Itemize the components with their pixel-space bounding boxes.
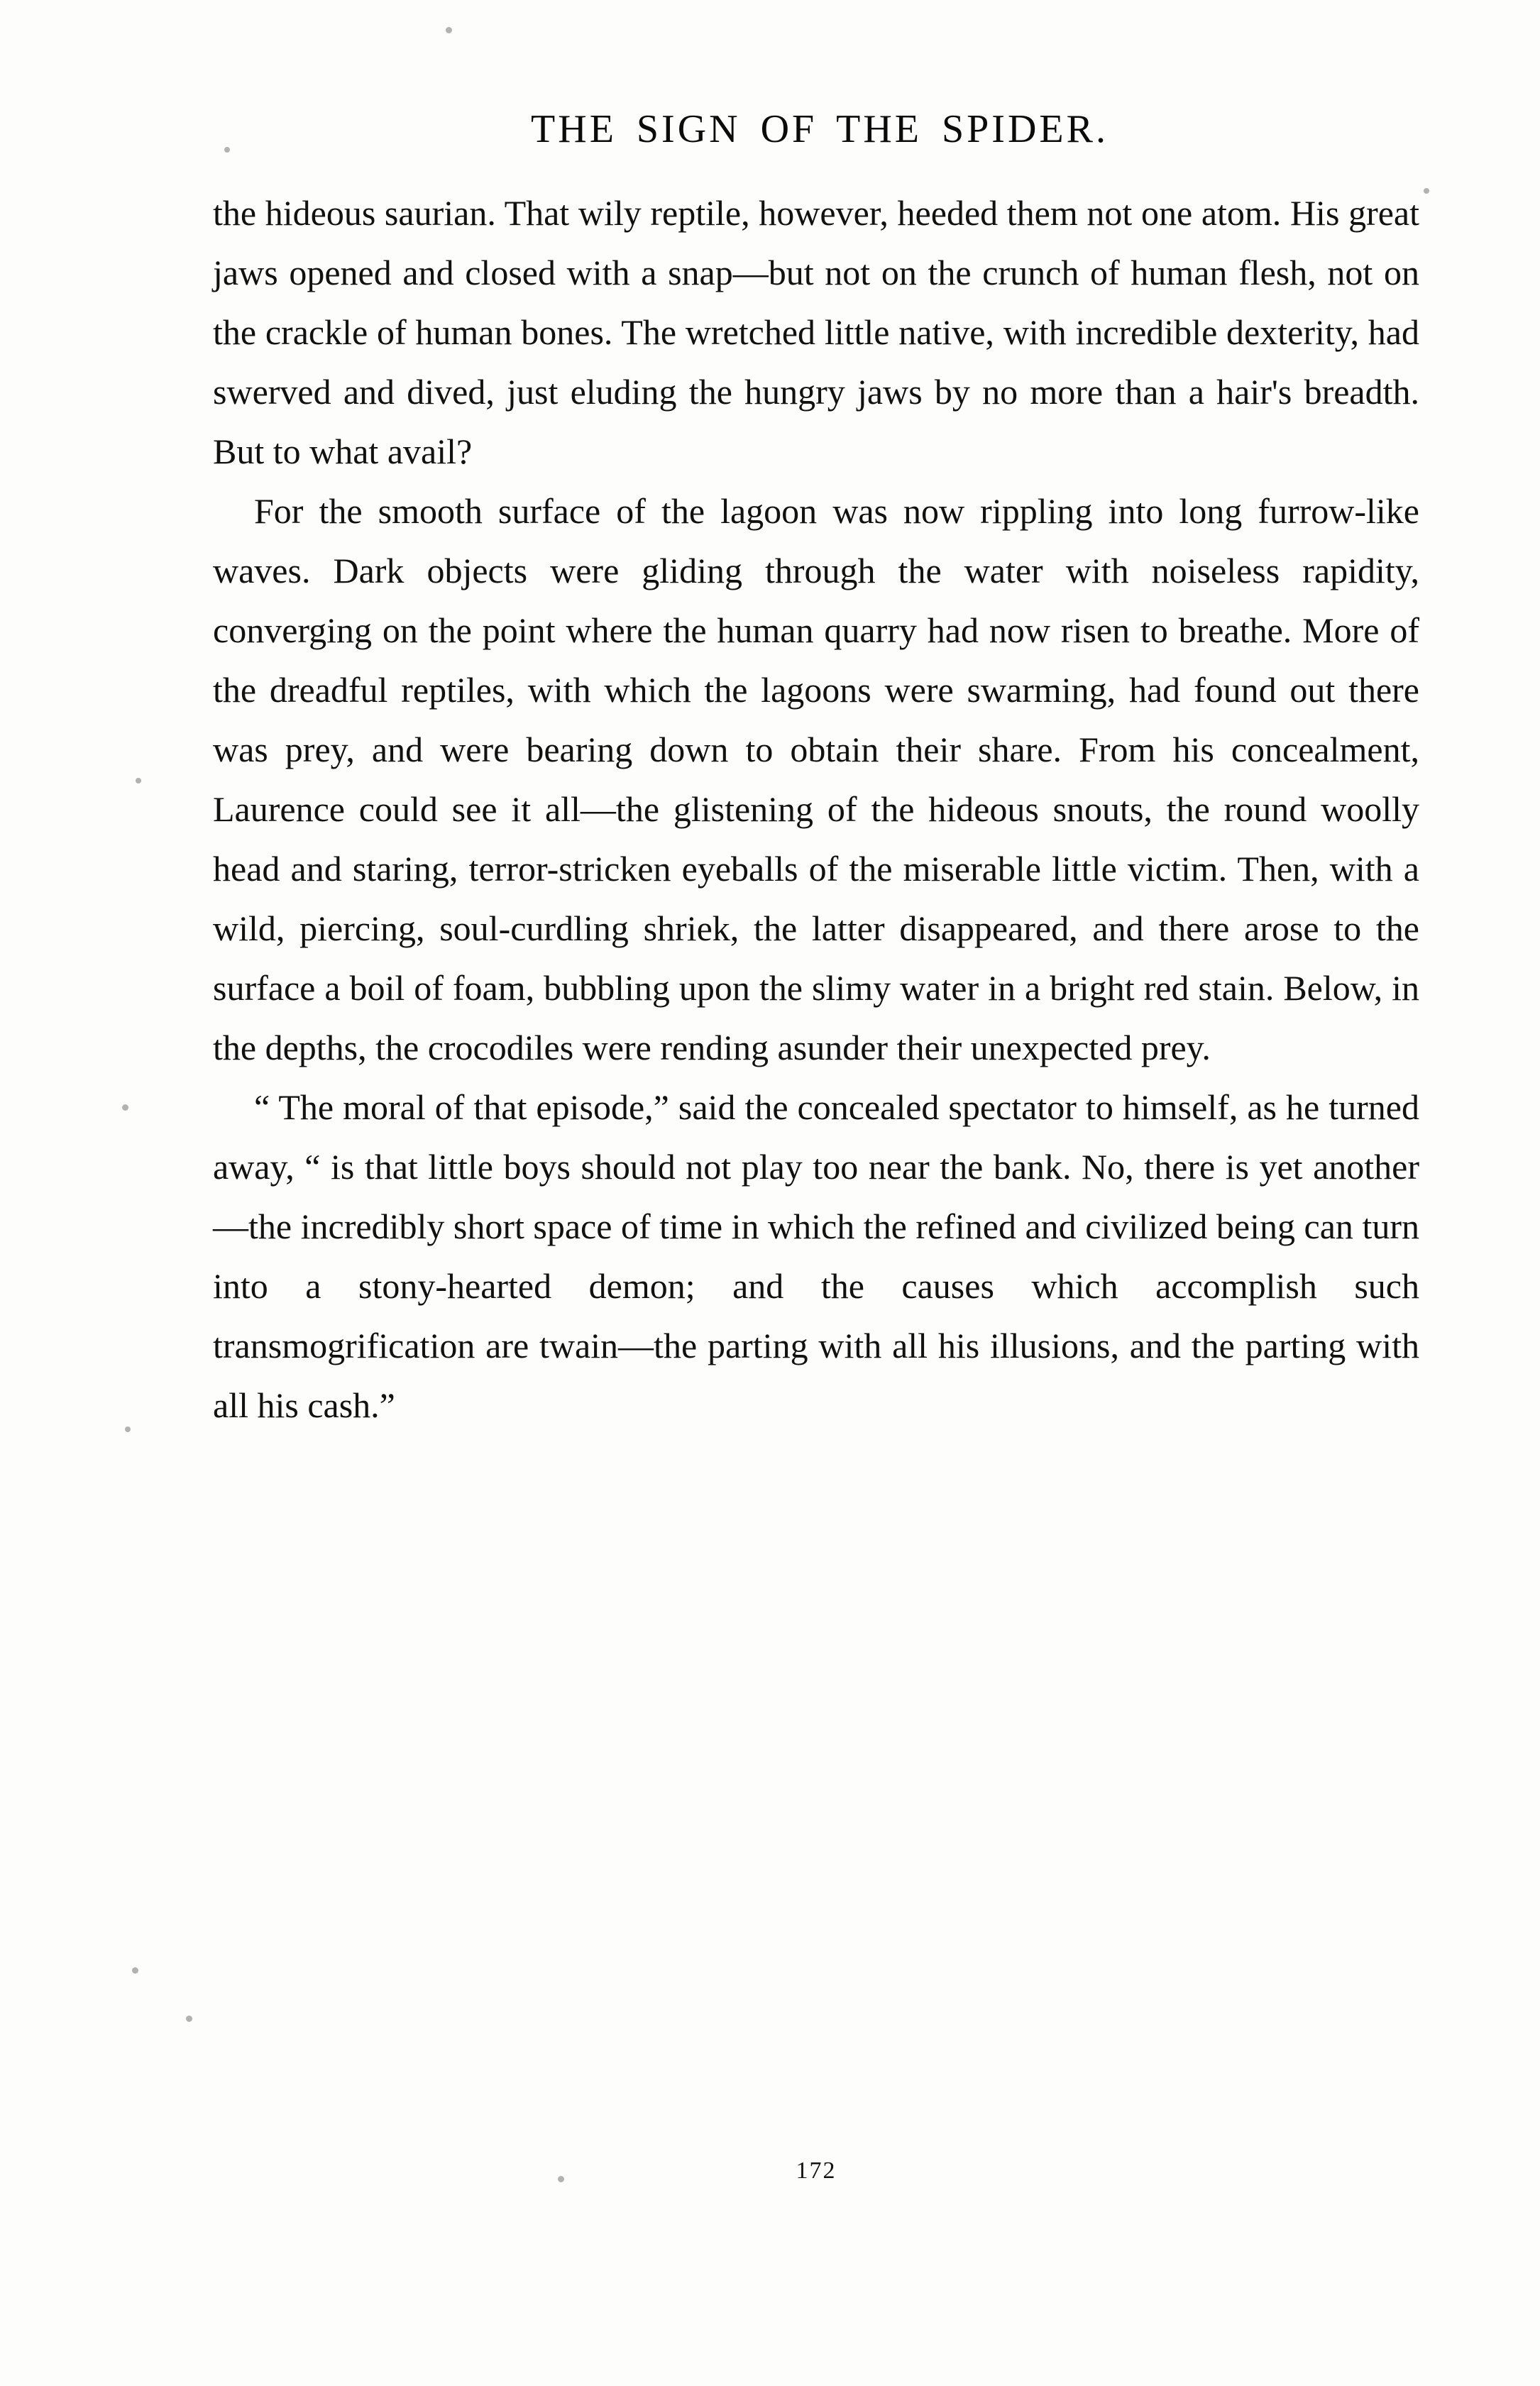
paragraph-3: “ The moral of that episode,” said the concealed spectator to himself, as he turned away, “ is that little boys should not play too near the bank. No, there is yet another—the incredibly short space of time in which the refined and civilized being can turn into a stony-hearted demon; and the causes which accomplish such transmogrification are twain—the parting with all his illusions, and the parting with all his cash.” (213, 1087, 1419, 1425)
body-text (213, 183, 1419, 1435)
scan-speck (122, 1104, 128, 1111)
scan-speck (125, 1426, 131, 1432)
paragraph-2: For the smooth surface of the lagoon was now rippling into long furrow-like waves. Dark objects were gliding through the water with noiseless rapidity, converging on the point where the human quarry had now risen to breathe. More of the dreadful reptiles, with which the lagoons were swarming, had found out there was prey, and were bearing down to obtain their share. From his concealment, Laurence could see it all—the glistening of the hideous snouts, the round woolly head and staring, terror-stricken eyeballs of the miserable little victim. Then, with a wild, piercing, soul-curdling shriek, the latter disappeared, and there arose to the surface a boil of foam, bubbling upon the slimy water in a bright red stain. Below, in the depths, the crocodiles were rending asunder their unexpected prey. (213, 491, 1419, 1067)
running-head: THE SIGN OF THE SPIDER. (531, 107, 1109, 151)
scan-speck (1424, 188, 1429, 194)
scan-speck (186, 2016, 192, 2022)
page-content (213, 106, 1419, 1435)
scan-speck (132, 1967, 138, 1974)
paragraph-1: the hideous saurian. That wily reptile, however, heeded them not one atom. His great jaws opened and closed with a snap—but not on the crunch of human flesh, not on the crackle of human bones. The wretched little native, with incredible dexterity, had swerved and dived, just eluding the hungry jaws by no more than a hair's breadth. But to what avail? (213, 193, 1419, 471)
page-number: 172 (796, 2157, 837, 2184)
scan-speck (446, 27, 452, 33)
scan-speck (136, 778, 141, 784)
